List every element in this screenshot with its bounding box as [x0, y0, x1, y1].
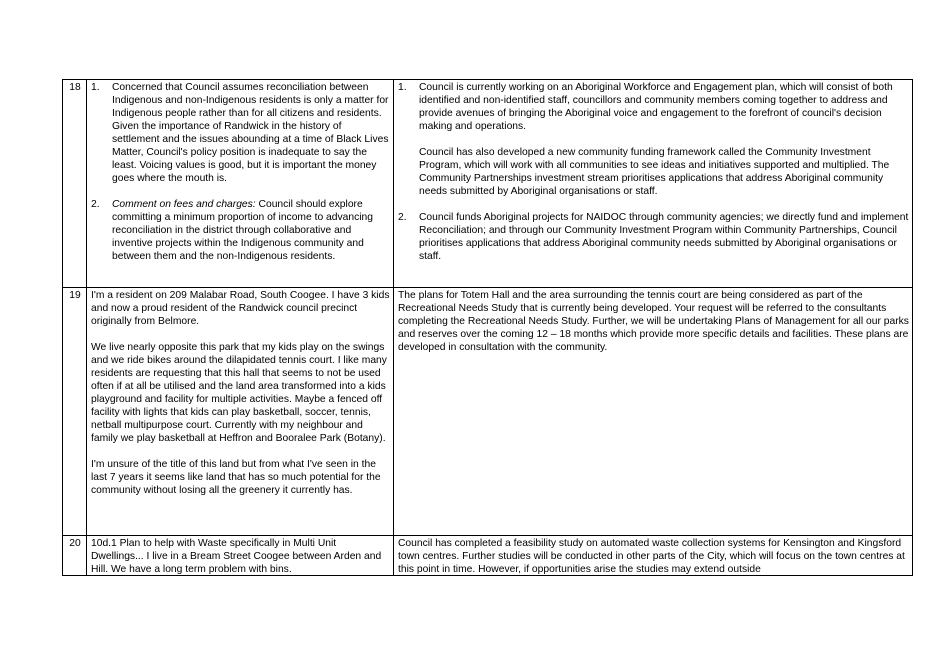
table-row — [63, 80, 913, 288]
submission-cell — [87, 80, 394, 288]
submission-cell — [87, 288, 394, 536]
spacer — [91, 445, 390, 458]
list-marker: 1. — [91, 82, 100, 93]
submission-list — [91, 81, 390, 263]
spacer — [419, 133, 909, 146]
table-row — [63, 536, 913, 576]
list-item — [91, 198, 390, 263]
response-paragraph: The plans for Totem Hall and the area surrounding the tennis court are being considered as part of the Recreational Needs Study that is currently being developed. Your request will be referred to the consultants completing the Recreational Needs Study. Further, we will be undertaking Plans of Management for all our parks and reserves over the coming 12 – 18 months which provide more specific details and facilities. These plans are developed in consultation with the community. — [398, 290, 909, 353]
response-paragraph: Council has also developed a new community funding framework called the Community Investment Program, which will work with all communities to see ideas and initiatives supported and multiplied. The Community Partnerships investment stream prioritises applications that address Aboriginal community needs submitted by Aboriginal organisations or staff. — [419, 147, 890, 197]
submission-text: Council should explore committing a minimum proportion of income to advancing reconciliation in the district through collaborative and inventive projects within the Indigenous community and between them and the non-Indigenous residents. — [112, 199, 373, 262]
submission-paragraph: 10d.1 Plan to help with Waste specifically in Multi Unit Dwellings... I live in a Bream Street Coogee between Arden and Hill. We have a long term problem with bins. — [91, 538, 382, 575]
response-cell — [394, 288, 913, 536]
row-number: 19 — [63, 288, 87, 536]
list-marker: 2. — [91, 199, 100, 210]
row-number: 18 — [63, 80, 87, 288]
submissions-table — [62, 79, 913, 576]
submission-text: Concerned that Council assumes reconciliation between Indigenous and non-Indigenous residents is only a matter for Indigenous people rather than for all citizens and residents. Given the importance of Randwick in the history of settlement and the issues abounding at a time of Black Lives Matter, Council's policy position is inadequate to say the least. Voicing values is good, but it is important the money goes where the mouth is. — [112, 82, 389, 184]
response-cell — [394, 80, 913, 288]
list-marker: 1. — [398, 82, 407, 93]
response-cell — [394, 536, 913, 576]
cell-content — [91, 537, 390, 575]
submission-paragraph: We live nearly opposite this park that my kids play on the swings and we ride bikes around the dilapidated tennis court. I like many residents are requesting that this hall that seems to not be used often if at all be utilised and the land area transformed into a kids playground and facility for multiple activities. Maybe a fenced off facility with lights that kids can play basketball, soccer, tennis, netball multipurpose court. Currently with my neighbour and family we play basketball at Heffron and Booralee Park (Botany). — [91, 342, 387, 444]
response-list — [398, 81, 909, 263]
spacer — [398, 198, 909, 211]
cell-content — [398, 537, 909, 575]
submission-label: Comment on fees and charges: — [112, 199, 256, 210]
list-marker: 2. — [398, 212, 407, 223]
table-row — [63, 288, 913, 536]
spacer — [91, 328, 390, 341]
response-paragraph: Council funds Aboriginal projects for NAIDOC through community agencies; we directly fund and implement Reconciliation; and through our Community Investment Program within Community Partnerships, Council prioritises applications that address Aboriginal community needs submitted by Aboriginal organisations or staff. — [419, 212, 909, 262]
list-item — [91, 81, 390, 185]
submission-paragraph: I'm a resident on 209 Malabar Road, South Coogee. I have 3 kids and now a proud resident of the Randwick council precinct originally from Belmore. — [91, 290, 390, 327]
submission-cell — [87, 536, 394, 576]
submission-paragraph: I'm unsure of the title of this land but from what I've seen in the last 7 years it seems like land that has so much potential for the community without losing all the greenery it currently has. — [91, 459, 381, 496]
spacer — [91, 185, 390, 198]
list-item — [398, 211, 909, 263]
response-paragraph: Council has completed a feasibility study on automated waste collection systems for Kensington and Kingsford town centres. Further studies will be conducted in other parts of the City, which will focus on the town centres at this point in time. However, if opportunities arise the studies may extend outside — [398, 538, 905, 575]
list-item — [398, 81, 909, 198]
response-paragraph: Council is currently working on an Aboriginal Workforce and Engagement plan, which will consist of both identified and non-identified staff, councillors and community members coming together to address and provide avenues of bringing the Aboriginal voice and engagement to the forefront of council's decision making and operations. — [419, 82, 893, 132]
row-number: 20 — [63, 536, 87, 576]
